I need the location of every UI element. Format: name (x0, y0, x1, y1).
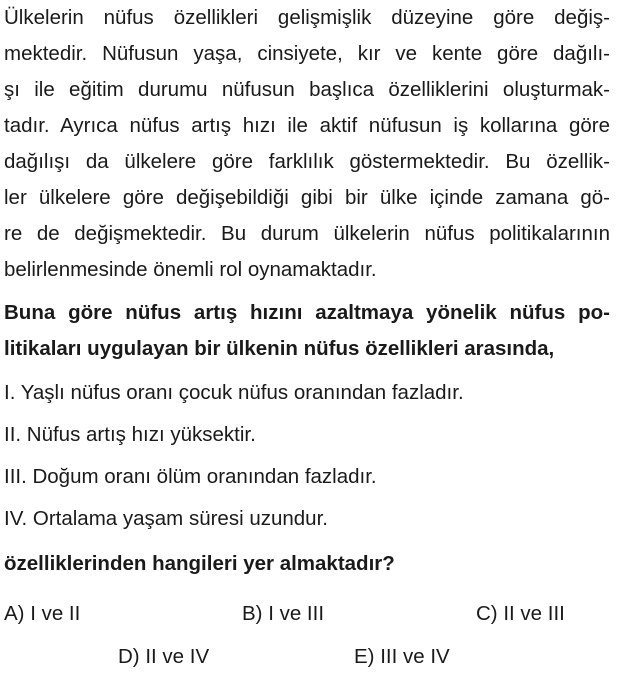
passage-line: belirlenmesinde önemli rol oynamaktadır. (4, 258, 377, 281)
passage-line: Ülkelerin nüfus özellikleri gelişmişlik düzeyine göre değiş- (4, 6, 610, 29)
passage-line: şı ile eğitim durumu nüfusun başlıca özelliklerini oluşturmak- (4, 78, 610, 101)
option-c[interactable]: C) II ve III (476, 602, 565, 625)
question-line: litikaları uygulayan bir ülkenin nüfus özellikleri arasında, (4, 337, 555, 360)
question-closing: özelliklerinden hangileri yer almaktadır? (4, 552, 395, 575)
statement-iv: IV. Ortalama yaşam süresi uzundur. (4, 507, 328, 530)
passage-line: re de değişmektedir. Bu durum ülkelerin nüfus politikalarının (4, 222, 610, 245)
passage-line: dağılışı da ülkelere göre farklılık göstermektedir. Bu özellik- (4, 150, 610, 173)
option-b[interactable]: B) I ve III (242, 602, 325, 625)
option-a[interactable]: A) I ve II (4, 602, 81, 625)
passage-line: mektedir. Nüfusun yaşa, cinsiyete, kır ve kente göre dağılı- (4, 42, 610, 65)
statement-iii: III. Doğum oranı ölüm oranından fazladır. (4, 465, 377, 488)
option-d[interactable]: D) II ve IV (118, 645, 210, 668)
question-line: Buna göre nüfus artış hızını azaltmaya yönelik nüfus po- (4, 301, 610, 324)
passage-line: tadır. Ayrıca nüfus artış hızı ile aktif nüfusun iş kollarına göre (4, 114, 610, 137)
passage-line: ler ülkelere göre değişebildiği gibi bir ülke içinde zamana gö- (4, 186, 610, 209)
statement-i: I. Yaşlı nüfus oranı çocuk nüfus oranından fazladır. (4, 381, 464, 404)
statement-ii: II. Nüfus artış hızı yüksektir. (4, 423, 256, 446)
option-e[interactable]: E) III ve IV (354, 645, 450, 668)
